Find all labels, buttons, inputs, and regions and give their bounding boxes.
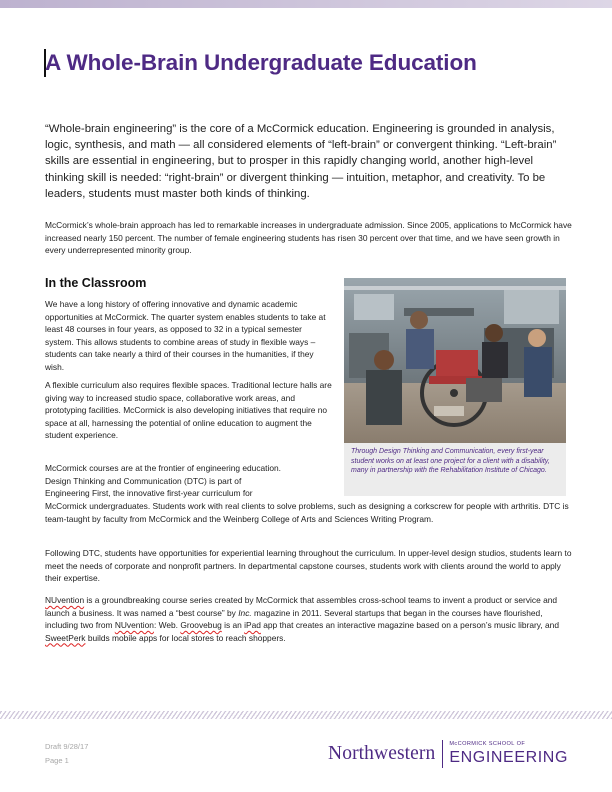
spellcheck-word: Groovebug bbox=[180, 620, 222, 630]
logo-school bbox=[443, 742, 568, 766]
logo-school-line: McCORMICK SCHOOL OF bbox=[449, 741, 526, 748]
photo-caption-box bbox=[344, 443, 566, 496]
classroom-paragraph-2: A flexible curriculum also requires flexible spaces. Traditional lecture halls are giving way to increased studio space, collaborative work areas, and prototyping facilities. McCormick is also developing initiatives that require no space at all, harnessing the potential of online education to augment the student experience. bbox=[45, 380, 332, 440]
photo-students-wheelchair-project bbox=[344, 278, 566, 443]
classroom-paragraph-3-continued: McCormick undergraduates. Students work with real clients to solve problems, such as designing a corkscrew for people with arthritis. DTC is team-taught by faculty from McCormick and the Weinberg College of Arts and Sciences Writing Program. bbox=[45, 501, 569, 524]
classroom-paragraph-1: We have a long history of offering innovative and dynamic academic opportunities at McCormick. The quarter system enables students to take at least 48 courses in four years, as opposed to 32 in a typical semester system. This allows students to combine areas of study in flexible ways – students can take nearly a third of their courses in the humanities, if they wish. bbox=[45, 299, 326, 372]
spellcheck-word: NUvention bbox=[45, 595, 85, 605]
intro-paragraph: McCormick’s whole-brain approach has led to remarkable increases in undergraduate admission. Since 2005, applications to McCormick have increased nearly 150 percent. The number of female engineering students has risen 30 percent over that time, and we have seen growth in every underrepresented minority group. bbox=[45, 220, 572, 256]
photo-caption: Through Design Thinking and Communication, every first-year student works on at least one project for a client with a disability, many in partnership with the Rehabilitation Institute of Chicago. bbox=[351, 448, 550, 475]
footer-hatch-divider bbox=[0, 711, 612, 719]
section-heading-classroom: In the Classroom bbox=[45, 276, 147, 290]
northwestern-engineering-logo bbox=[328, 739, 568, 769]
text-line: McCormick courses are at the frontier of engineering education. bbox=[45, 463, 282, 473]
classroom-paragraph-5: NUvention is a groundbreaking course series created by McCormick that assembles cross-school teams to invent a product or service and launch a business. It was named a “best course” by Inc. magazine in 2011. Several startups that began in the courses have flourished, including two from NUvention: Web. Groovebug is an iPad app that creates an interactive magazine based on a person’s music library, and SweetPerk builds mobile apps for local stores to reach shoppers. bbox=[45, 595, 559, 643]
top-color-band bbox=[0, 0, 612, 8]
footer-draft-date: Draft 9/28/17 bbox=[45, 742, 89, 751]
classroom-paragraph-3-column bbox=[45, 462, 340, 500]
spellcheck-word: SweetPerk bbox=[45, 632, 86, 643]
spellcheck-word: iPad bbox=[244, 620, 261, 630]
lead-paragraph: “Whole-brain engineering” is the core of a McCormick education. Engineering is grounded in analysis, logic, synthesis, and math — all considered elements of “left-brain” or convergent thinking. “Left-brain” skills are essential in engineering, but to prosper in this rapidly changing world, another high-level thinking skill is needed: “right-brain” or divergent thinking — intuition, metaphor, and creativity. To be leaders, students must master both kinds of thinking. bbox=[45, 123, 557, 200]
page-title: A Whole-Brain Undergraduate Education bbox=[45, 50, 477, 75]
footer-page-number: Page 1 bbox=[45, 756, 69, 765]
logo-northwestern: Northwestern bbox=[328, 743, 436, 764]
logo-engineering: ENGINEERING bbox=[449, 748, 568, 766]
classroom-paragraph-4: Following DTC, students have opportunities for experiential learning throughout the curriculum. In upper-level design studios, students learn to meet the needs of corporate and nonprofit partners. In departmental capstone courses, students work with clients around the world to apply their expertise. bbox=[45, 548, 572, 583]
spellcheck-word: NUvention bbox=[114, 620, 154, 630]
text-line: Engineering First, the innovative first-year curriculum for bbox=[45, 488, 253, 498]
text-line: Design Thinking and Communication (DTC) is part of bbox=[45, 475, 242, 486]
